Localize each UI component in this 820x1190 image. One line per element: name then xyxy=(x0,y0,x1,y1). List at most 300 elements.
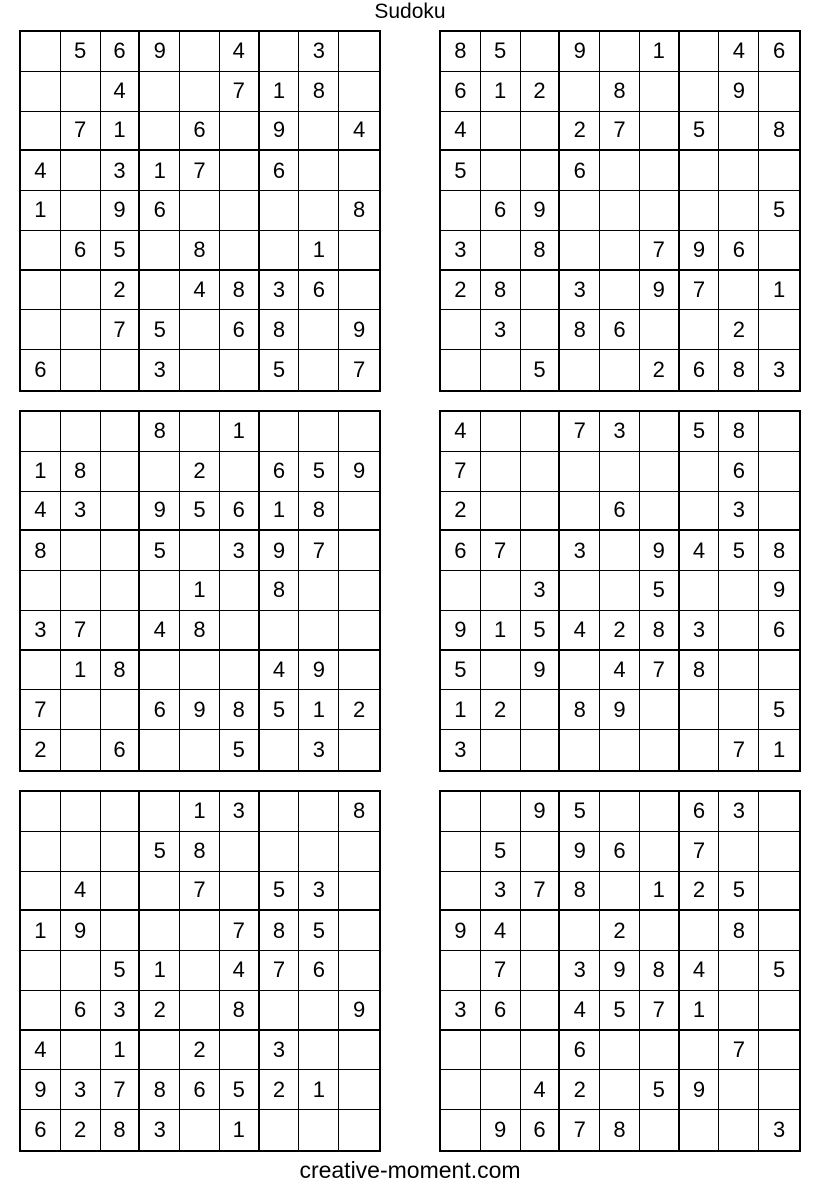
empty-cell[interactable] xyxy=(600,452,640,492)
empty-cell[interactable] xyxy=(299,412,339,452)
empty-cell[interactable] xyxy=(521,1031,561,1071)
empty-cell[interactable] xyxy=(260,611,300,651)
empty-cell[interactable] xyxy=(61,792,101,832)
empty-cell[interactable] xyxy=(21,872,61,912)
given-cell: 6 xyxy=(680,350,720,390)
empty-cell[interactable] xyxy=(140,271,180,311)
empty-cell[interactable] xyxy=(640,412,680,452)
empty-cell[interactable] xyxy=(759,310,799,350)
given-cell: 3 xyxy=(441,991,481,1031)
empty-cell[interactable] xyxy=(441,191,481,231)
empty-cell[interactable] xyxy=(339,872,379,912)
empty-cell[interactable] xyxy=(759,151,799,191)
empty-cell[interactable] xyxy=(719,991,759,1031)
empty-cell[interactable] xyxy=(180,911,220,951)
given-cell: 5 xyxy=(640,571,680,611)
empty-cell[interactable] xyxy=(339,911,379,951)
sudoku-grid-3 xyxy=(19,410,381,772)
given-cell: 6 xyxy=(441,72,481,112)
given-cell: 4 xyxy=(441,112,481,152)
empty-cell[interactable] xyxy=(481,412,521,452)
empty-cell[interactable] xyxy=(600,730,640,770)
empty-cell[interactable] xyxy=(441,951,481,991)
given-cell: 6 xyxy=(521,1110,561,1150)
empty-cell[interactable] xyxy=(680,191,720,231)
empty-cell[interactable] xyxy=(719,651,759,691)
empty-cell[interactable] xyxy=(61,832,101,872)
given-cell: 3 xyxy=(101,151,141,191)
empty-cell[interactable] xyxy=(339,32,379,72)
empty-cell[interactable] xyxy=(180,1110,220,1150)
empty-cell[interactable] xyxy=(101,792,141,832)
empty-cell[interactable] xyxy=(759,991,799,1031)
empty-cell[interactable] xyxy=(21,412,61,452)
site-footer: creative-moment.com xyxy=(299,1157,521,1183)
empty-cell[interactable] xyxy=(441,792,481,832)
empty-cell[interactable] xyxy=(220,191,260,231)
empty-cell[interactable] xyxy=(180,412,220,452)
empty-cell[interactable] xyxy=(339,151,379,191)
empty-cell[interactable] xyxy=(560,730,600,770)
empty-cell[interactable] xyxy=(220,832,260,872)
empty-cell[interactable] xyxy=(600,271,640,311)
empty-cell[interactable] xyxy=(719,151,759,191)
empty-cell[interactable] xyxy=(140,792,180,832)
given-cell: 2 xyxy=(260,1070,300,1110)
empty-cell[interactable] xyxy=(260,792,300,832)
empty-cell[interactable] xyxy=(680,492,720,532)
given-cell: 4 xyxy=(140,611,180,651)
given-cell: 3 xyxy=(772,1117,786,1143)
empty-cell[interactable] xyxy=(61,151,101,191)
empty-cell[interactable] xyxy=(560,72,600,112)
empty-cell[interactable] xyxy=(600,1031,640,1071)
empty-cell[interactable] xyxy=(481,792,521,832)
empty-cell[interactable] xyxy=(339,492,379,532)
empty-cell[interactable] xyxy=(299,611,339,651)
empty-cell[interactable] xyxy=(640,1031,680,1071)
given-cell: 7 xyxy=(600,112,640,152)
empty-cell[interactable] xyxy=(759,792,799,832)
empty-cell[interactable] xyxy=(220,651,260,691)
empty-cell[interactable] xyxy=(220,872,260,912)
empty-cell[interactable] xyxy=(140,452,180,492)
empty-cell[interactable] xyxy=(680,571,720,611)
given-cell: 6 xyxy=(481,191,521,231)
empty-cell[interactable] xyxy=(21,32,61,72)
empty-cell[interactable] xyxy=(101,412,141,452)
empty-cell[interactable] xyxy=(759,492,799,532)
empty-cell[interactable] xyxy=(299,151,339,191)
empty-cell[interactable] xyxy=(140,651,180,691)
empty-cell[interactable] xyxy=(600,32,640,72)
given-cell: 5 xyxy=(521,611,561,651)
empty-cell[interactable] xyxy=(140,872,180,912)
empty-cell[interactable] xyxy=(101,531,141,571)
empty-cell[interactable] xyxy=(140,231,180,271)
given-cell: 2 xyxy=(680,872,720,912)
given-cell: 8 xyxy=(260,571,300,611)
given-cell: 5 xyxy=(481,32,521,72)
empty-cell[interactable] xyxy=(220,452,260,492)
empty-cell[interactable] xyxy=(220,1031,260,1071)
empty-cell[interactable] xyxy=(441,571,481,611)
empty-cell[interactable] xyxy=(21,231,61,271)
empty-cell[interactable] xyxy=(521,492,561,532)
empty-cell[interactable] xyxy=(759,832,799,872)
given-cell: 9 xyxy=(180,690,220,730)
empty-cell[interactable] xyxy=(719,690,759,730)
given-cell: 7 xyxy=(680,271,720,311)
empty-cell[interactable] xyxy=(441,832,481,872)
empty-cell[interactable] xyxy=(339,730,379,770)
empty-cell[interactable] xyxy=(299,1110,339,1150)
given-cell: 3 xyxy=(600,412,640,452)
given-cell: 3 xyxy=(260,1031,300,1071)
empty-cell[interactable] xyxy=(560,452,600,492)
given-cell: 3 xyxy=(220,531,260,571)
empty-cell[interactable] xyxy=(719,571,759,611)
empty-cell[interactable] xyxy=(441,1110,481,1150)
empty-cell[interactable] xyxy=(521,32,561,72)
empty-cell[interactable] xyxy=(719,112,759,152)
empty-cell[interactable] xyxy=(21,310,61,350)
given-cell: 7 xyxy=(260,951,300,991)
empty-cell[interactable] xyxy=(260,730,300,770)
empty-cell[interactable] xyxy=(759,412,799,452)
empty-cell[interactable] xyxy=(339,72,379,112)
empty-cell[interactable] xyxy=(481,571,521,611)
given-cell: 5 xyxy=(719,531,759,571)
empty-cell[interactable] xyxy=(339,651,379,691)
empty-cell[interactable] xyxy=(521,310,561,350)
empty-cell[interactable] xyxy=(61,310,101,350)
empty-cell[interactable] xyxy=(220,350,260,390)
empty-cell[interactable] xyxy=(101,452,141,492)
given-cell: 1 xyxy=(101,112,141,152)
empty-cell[interactable] xyxy=(521,452,561,492)
given-cell: 8 xyxy=(220,991,260,1031)
empty-cell[interactable] xyxy=(521,151,561,191)
given-cell: 9 xyxy=(339,991,379,1031)
empty-cell[interactable] xyxy=(640,191,680,231)
empty-cell[interactable] xyxy=(481,151,521,191)
empty-cell[interactable] xyxy=(61,690,101,730)
empty-cell[interactable] xyxy=(600,350,640,390)
empty-cell[interactable] xyxy=(680,1031,720,1071)
empty-cell[interactable] xyxy=(481,651,521,691)
empty-cell[interactable] xyxy=(680,1110,720,1150)
empty-cell[interactable] xyxy=(640,730,680,770)
empty-cell[interactable] xyxy=(640,310,680,350)
empty-cell[interactable] xyxy=(521,730,561,770)
empty-cell[interactable] xyxy=(21,951,61,991)
empty-cell[interactable] xyxy=(521,951,561,991)
empty-cell[interactable] xyxy=(719,951,759,991)
empty-cell[interactable] xyxy=(640,72,680,112)
empty-cell[interactable] xyxy=(180,531,220,571)
empty-cell[interactable] xyxy=(640,792,680,832)
given-cell: 5 xyxy=(299,452,339,492)
empty-cell[interactable] xyxy=(339,1110,379,1150)
given-cell: 8 xyxy=(441,32,481,72)
given-cell: 8 xyxy=(339,792,379,832)
given-cell: 3 xyxy=(299,730,339,770)
empty-cell[interactable] xyxy=(680,32,720,72)
given-cell: 7 xyxy=(640,651,680,691)
empty-cell[interactable] xyxy=(61,531,101,571)
empty-cell[interactable] xyxy=(441,310,481,350)
empty-cell[interactable] xyxy=(339,1070,379,1110)
given-cell: 2 xyxy=(61,1110,101,1150)
empty-cell[interactable] xyxy=(101,350,141,390)
empty-cell[interactable] xyxy=(299,991,339,1031)
empty-cell[interactable] xyxy=(180,651,220,691)
empty-cell[interactable] xyxy=(640,1110,680,1150)
empty-cell[interactable] xyxy=(600,231,640,271)
empty-cell[interactable] xyxy=(680,730,720,770)
empty-cell[interactable] xyxy=(600,151,640,191)
empty-cell[interactable] xyxy=(21,832,61,872)
empty-cell[interactable] xyxy=(101,690,141,730)
empty-cell[interactable] xyxy=(600,872,640,912)
empty-cell[interactable] xyxy=(680,310,720,350)
empty-cell[interactable] xyxy=(441,350,481,390)
empty-cell[interactable] xyxy=(481,492,521,532)
empty-cell[interactable] xyxy=(719,832,759,872)
empty-cell[interactable] xyxy=(220,151,260,191)
empty-cell[interactable] xyxy=(180,730,220,770)
empty-cell[interactable] xyxy=(521,271,561,311)
empty-cell[interactable] xyxy=(640,452,680,492)
empty-cell[interactable] xyxy=(140,72,180,112)
empty-cell[interactable] xyxy=(339,412,379,452)
empty-cell[interactable] xyxy=(719,1110,759,1150)
given-cell: 1 xyxy=(640,872,680,912)
empty-cell[interactable] xyxy=(21,991,61,1031)
empty-cell[interactable] xyxy=(61,951,101,991)
empty-cell[interactable] xyxy=(220,571,260,611)
given-cell: 5 xyxy=(260,350,300,390)
empty-cell[interactable] xyxy=(260,832,300,872)
given-cell: 6 xyxy=(180,112,220,152)
empty-cell[interactable] xyxy=(299,832,339,872)
empty-cell[interactable] xyxy=(441,872,481,912)
empty-cell[interactable] xyxy=(220,231,260,271)
empty-cell[interactable] xyxy=(680,72,720,112)
empty-cell[interactable] xyxy=(339,231,379,271)
empty-cell[interactable] xyxy=(180,32,220,72)
empty-cell[interactable] xyxy=(680,452,720,492)
empty-cell[interactable] xyxy=(640,151,680,191)
empty-cell[interactable] xyxy=(180,350,220,390)
given-cell: 5 xyxy=(180,492,220,532)
given-cell: 7 xyxy=(180,872,220,912)
empty-cell[interactable] xyxy=(21,112,61,152)
empty-cell[interactable] xyxy=(759,72,799,112)
empty-cell[interactable] xyxy=(759,872,799,912)
empty-cell[interactable] xyxy=(299,310,339,350)
empty-cell[interactable] xyxy=(140,1031,180,1071)
empty-cell[interactable] xyxy=(759,452,799,492)
empty-cell[interactable] xyxy=(180,951,220,991)
empty-cell[interactable] xyxy=(759,651,799,691)
given-cell: 3 xyxy=(719,792,759,832)
given-cell: 9 xyxy=(719,72,759,112)
empty-cell[interactable] xyxy=(759,1070,799,1110)
empty-cell[interactable] xyxy=(21,72,61,112)
empty-cell[interactable] xyxy=(640,690,680,730)
sudoku-grid-4 xyxy=(439,410,801,772)
empty-cell[interactable] xyxy=(21,651,61,691)
given-cell: 7 xyxy=(101,1070,141,1110)
empty-cell[interactable] xyxy=(339,951,379,991)
given-cell: 9 xyxy=(441,911,481,951)
empty-cell[interactable] xyxy=(680,911,720,951)
empty-cell[interactable] xyxy=(180,191,220,231)
empty-cell[interactable] xyxy=(560,350,600,390)
empty-cell[interactable] xyxy=(481,112,521,152)
empty-cell[interactable] xyxy=(481,350,521,390)
empty-cell[interactable] xyxy=(339,531,379,571)
empty-cell[interactable] xyxy=(759,911,799,951)
empty-cell[interactable] xyxy=(600,792,640,832)
empty-cell[interactable] xyxy=(260,191,300,231)
empty-cell[interactable] xyxy=(299,571,339,611)
empty-cell[interactable] xyxy=(260,32,300,72)
empty-cell[interactable] xyxy=(759,231,799,271)
empty-cell[interactable] xyxy=(21,571,61,611)
empty-cell[interactable] xyxy=(680,690,720,730)
empty-cell[interactable] xyxy=(521,832,561,872)
empty-cell[interactable] xyxy=(299,191,339,231)
empty-cell[interactable] xyxy=(719,1070,759,1110)
empty-cell[interactable] xyxy=(560,492,600,532)
empty-cell[interactable] xyxy=(481,452,521,492)
empty-cell[interactable] xyxy=(140,112,180,152)
empty-cell[interactable] xyxy=(441,1070,481,1110)
empty-cell[interactable] xyxy=(299,792,339,832)
empty-cell[interactable] xyxy=(220,611,260,651)
empty-cell[interactable] xyxy=(140,911,180,951)
empty-cell[interactable] xyxy=(101,872,141,912)
given-cell: 8 xyxy=(339,191,379,231)
empty-cell[interactable] xyxy=(560,571,600,611)
given-cell: 4 xyxy=(521,1070,561,1110)
empty-cell[interactable] xyxy=(719,611,759,651)
empty-cell[interactable] xyxy=(339,271,379,311)
empty-cell[interactable] xyxy=(600,571,640,611)
given-cell: 4 xyxy=(560,611,600,651)
empty-cell[interactable] xyxy=(640,832,680,872)
empty-cell[interactable] xyxy=(521,531,561,571)
empty-cell[interactable] xyxy=(140,571,180,611)
empty-cell[interactable] xyxy=(481,231,521,271)
empty-cell[interactable] xyxy=(521,112,561,152)
empty-cell[interactable] xyxy=(600,191,640,231)
given-cell: 9 xyxy=(481,1110,521,1150)
empty-cell[interactable] xyxy=(640,492,680,532)
given-cell: 6 xyxy=(759,32,799,72)
empty-cell[interactable] xyxy=(481,1031,521,1071)
empty-cell[interactable] xyxy=(521,690,561,730)
empty-cell[interactable] xyxy=(299,112,339,152)
empty-cell[interactable] xyxy=(101,832,141,872)
given-cell: 5 xyxy=(61,32,101,72)
empty-cell[interactable] xyxy=(220,112,260,152)
given-cell: 1 xyxy=(180,792,220,832)
empty-cell[interactable] xyxy=(521,412,561,452)
empty-cell[interactable] xyxy=(180,310,220,350)
given-cell: 7 xyxy=(61,112,101,152)
empty-cell[interactable] xyxy=(61,730,101,770)
empty-cell[interactable] xyxy=(260,991,300,1031)
empty-cell[interactable] xyxy=(101,571,141,611)
empty-cell[interactable] xyxy=(560,651,600,691)
empty-cell[interactable] xyxy=(101,611,141,651)
empty-cell[interactable] xyxy=(481,730,521,770)
empty-cell[interactable] xyxy=(260,412,300,452)
empty-cell[interactable] xyxy=(339,611,379,651)
empty-cell[interactable] xyxy=(61,1031,101,1071)
given-cell: 5 xyxy=(299,911,339,951)
empty-cell[interactable] xyxy=(640,112,680,152)
empty-cell[interactable] xyxy=(719,271,759,311)
empty-cell[interactable] xyxy=(560,911,600,951)
empty-cell[interactable] xyxy=(560,231,600,271)
given-cell: 7 xyxy=(220,72,260,112)
empty-cell[interactable] xyxy=(61,350,101,390)
empty-cell[interactable] xyxy=(21,271,61,311)
empty-cell[interactable] xyxy=(481,1070,521,1110)
empty-cell[interactable] xyxy=(61,271,101,311)
empty-cell[interactable] xyxy=(600,531,640,571)
empty-cell[interactable] xyxy=(719,191,759,231)
empty-cell[interactable] xyxy=(61,191,101,231)
empty-cell[interactable] xyxy=(339,832,379,872)
empty-cell[interactable] xyxy=(180,991,220,1031)
given-cell: 5 xyxy=(441,651,481,691)
empty-cell[interactable] xyxy=(759,1031,799,1071)
empty-cell[interactable] xyxy=(640,911,680,951)
empty-cell[interactable] xyxy=(521,911,561,951)
empty-cell[interactable] xyxy=(260,231,300,271)
empty-cell[interactable] xyxy=(101,911,141,951)
empty-cell[interactable] xyxy=(441,1031,481,1071)
empty-cell[interactable] xyxy=(101,492,141,532)
empty-cell[interactable] xyxy=(260,1110,300,1150)
empty-cell[interactable] xyxy=(600,1070,640,1110)
empty-cell[interactable] xyxy=(339,1031,379,1071)
empty-cell[interactable] xyxy=(680,151,720,191)
empty-cell[interactable] xyxy=(180,72,220,112)
given-cell: 6 xyxy=(600,832,640,872)
empty-cell[interactable] xyxy=(140,730,180,770)
empty-cell[interactable] xyxy=(339,571,379,611)
empty-cell[interactable] xyxy=(61,571,101,611)
empty-cell[interactable] xyxy=(61,72,101,112)
empty-cell[interactable] xyxy=(299,350,339,390)
empty-cell[interactable] xyxy=(560,191,600,231)
empty-cell[interactable] xyxy=(299,1031,339,1071)
given-cell: 9 xyxy=(260,531,300,571)
empty-cell[interactable] xyxy=(61,412,101,452)
given-cell: 3 xyxy=(481,872,521,912)
empty-cell[interactable] xyxy=(521,991,561,1031)
given-cell: 6 xyxy=(101,32,141,72)
empty-cell[interactable] xyxy=(21,792,61,832)
given-cell: 9 xyxy=(600,951,640,991)
